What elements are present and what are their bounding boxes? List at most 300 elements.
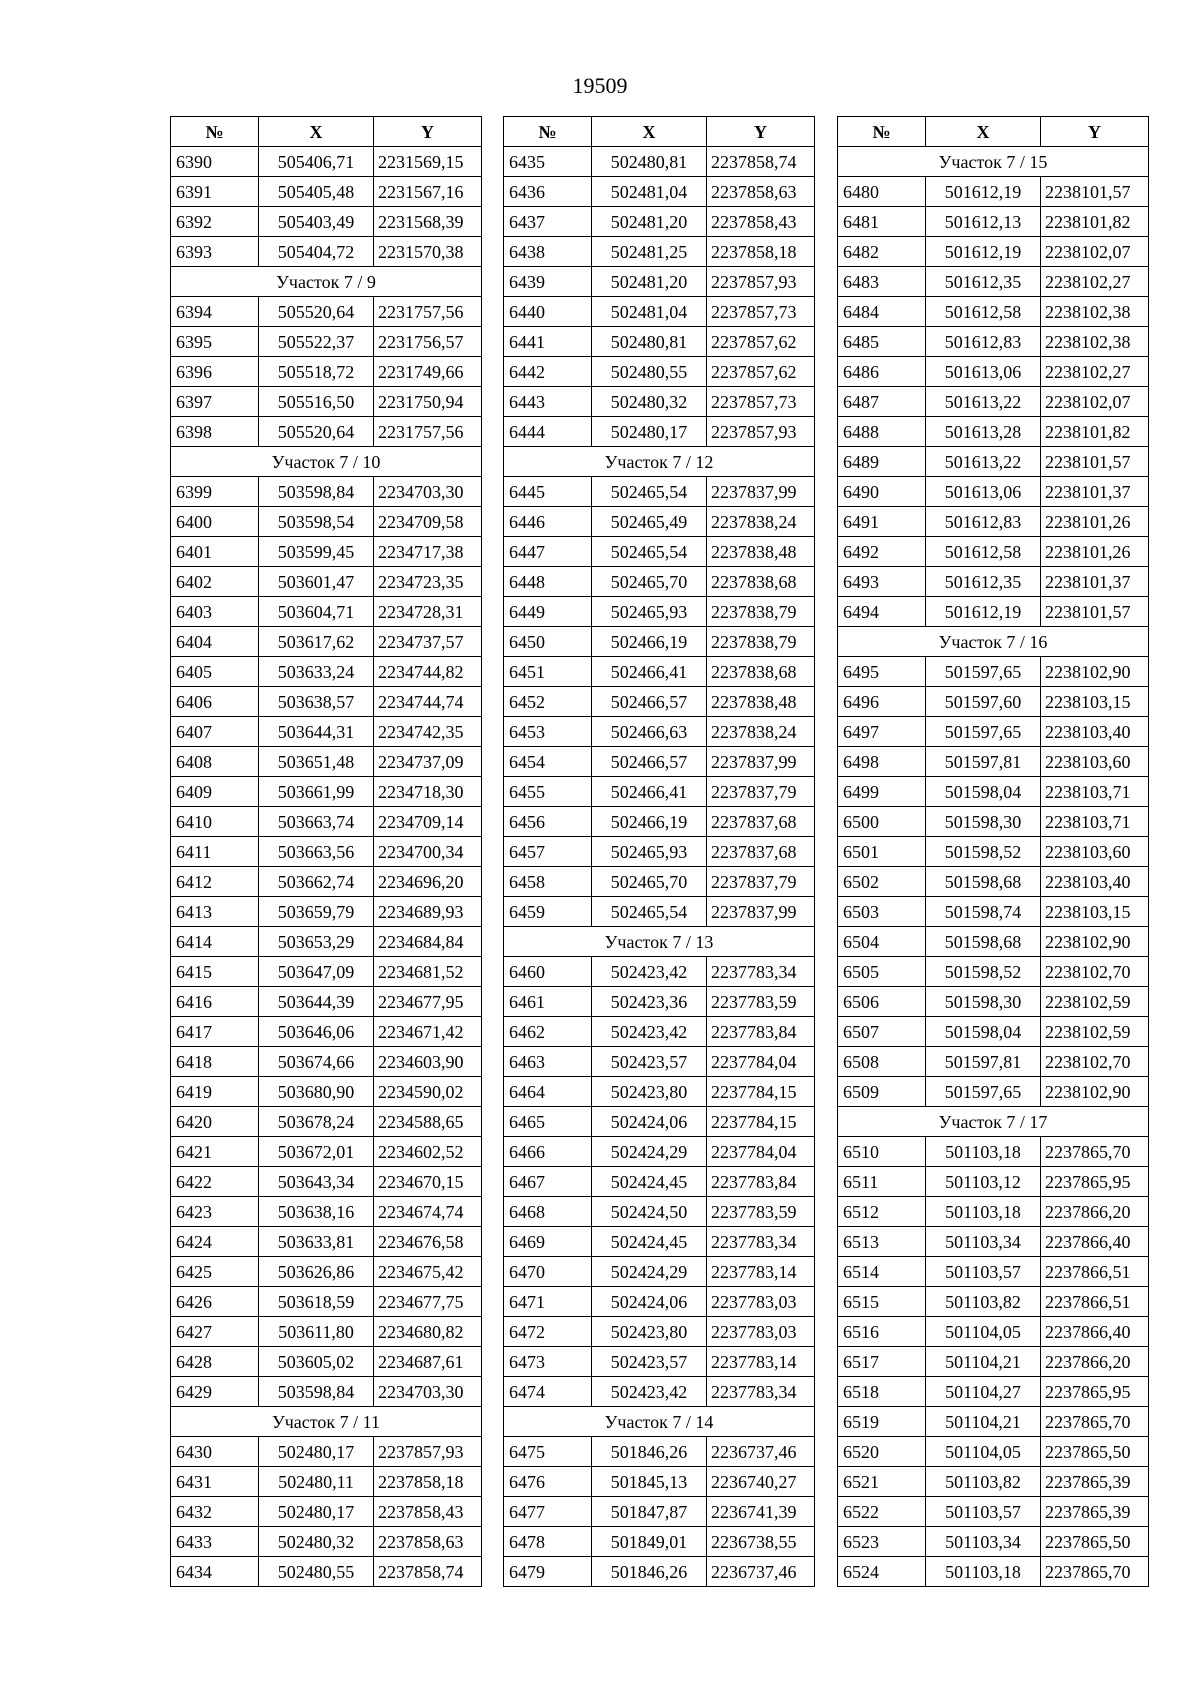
table-body xyxy=(838,147,1149,1587)
point-number: 6491 xyxy=(838,507,926,537)
point-number: 6452 xyxy=(504,687,592,717)
point-number: 6441 xyxy=(504,327,592,357)
x-coordinate: 501104,21 xyxy=(926,1407,1041,1437)
point-number: 6475 xyxy=(504,1437,592,1467)
x-coordinate: 501598,04 xyxy=(926,777,1041,807)
x-coordinate: 503598,84 xyxy=(259,1377,374,1407)
table-row xyxy=(838,237,1149,267)
point-number: 6437 xyxy=(504,207,592,237)
y-coordinate: 2237865,95 xyxy=(1041,1167,1149,1197)
table-row xyxy=(838,1137,1149,1167)
table-row xyxy=(171,777,482,807)
point-number: 6458 xyxy=(504,867,592,897)
section-row xyxy=(171,267,482,297)
table-row xyxy=(171,927,482,957)
y-coordinate: 2238102,59 xyxy=(1041,1017,1149,1047)
x-coordinate: 501613,06 xyxy=(926,477,1041,507)
point-number: 6434 xyxy=(171,1557,259,1587)
y-coordinate: 2237857,62 xyxy=(707,357,815,387)
header-number: № xyxy=(171,117,259,147)
point-number: 6424 xyxy=(171,1227,259,1257)
y-coordinate: 2234700,34 xyxy=(374,837,482,867)
point-number: 6472 xyxy=(504,1317,592,1347)
point-number: 6451 xyxy=(504,657,592,687)
y-coordinate: 2237858,18 xyxy=(374,1467,482,1497)
table-row xyxy=(171,1467,482,1497)
x-coordinate: 502465,93 xyxy=(592,837,707,867)
y-coordinate: 2237838,79 xyxy=(707,627,815,657)
point-number: 6504 xyxy=(838,927,926,957)
x-coordinate: 503599,45 xyxy=(259,537,374,567)
x-coordinate: 501104,05 xyxy=(926,1317,1041,1347)
y-coordinate: 2231568,39 xyxy=(374,207,482,237)
table-row xyxy=(171,1107,482,1137)
x-coordinate: 501598,30 xyxy=(926,807,1041,837)
point-number: 6415 xyxy=(171,957,259,987)
table-row xyxy=(838,1467,1149,1497)
x-coordinate: 505520,64 xyxy=(259,297,374,327)
table-row xyxy=(504,1137,815,1167)
y-coordinate: 2234717,38 xyxy=(374,537,482,567)
x-coordinate: 501612,35 xyxy=(926,267,1041,297)
table-row xyxy=(171,1047,482,1077)
point-number: 6427 xyxy=(171,1317,259,1347)
y-coordinate: 2236741,39 xyxy=(707,1497,815,1527)
x-coordinate: 502423,57 xyxy=(592,1347,707,1377)
x-coordinate: 501612,19 xyxy=(926,597,1041,627)
table-row xyxy=(838,747,1149,777)
table-row xyxy=(171,957,482,987)
table-row xyxy=(838,807,1149,837)
y-coordinate: 2237865,39 xyxy=(1041,1497,1149,1527)
y-coordinate: 2238101,37 xyxy=(1041,567,1149,597)
x-coordinate: 501598,74 xyxy=(926,897,1041,927)
table-row xyxy=(838,207,1149,237)
section-title: Участок 7 / 13 xyxy=(504,927,815,957)
y-coordinate: 2237857,73 xyxy=(707,387,815,417)
point-number: 6465 xyxy=(504,1107,592,1137)
table-row xyxy=(838,327,1149,357)
y-coordinate: 2238101,82 xyxy=(1041,207,1149,237)
y-coordinate: 2238101,26 xyxy=(1041,537,1149,567)
point-number: 6421 xyxy=(171,1137,259,1167)
table-row xyxy=(504,1077,815,1107)
table-row xyxy=(838,297,1149,327)
x-coordinate: 503638,16 xyxy=(259,1197,374,1227)
table-row xyxy=(838,867,1149,897)
x-coordinate: 501597,81 xyxy=(926,747,1041,777)
table-row xyxy=(171,1167,482,1197)
x-coordinate: 503638,57 xyxy=(259,687,374,717)
point-number: 6512 xyxy=(838,1197,926,1227)
table-row xyxy=(504,507,815,537)
x-coordinate: 501103,18 xyxy=(926,1197,1041,1227)
x-coordinate: 501612,83 xyxy=(926,327,1041,357)
point-number: 6516 xyxy=(838,1317,926,1347)
header-number: № xyxy=(838,117,926,147)
point-number: 6413 xyxy=(171,897,259,927)
x-coordinate: 502466,41 xyxy=(592,777,707,807)
table-row xyxy=(838,897,1149,927)
y-coordinate: 2237838,79 xyxy=(707,597,815,627)
point-number: 6416 xyxy=(171,987,259,1017)
x-coordinate: 501612,35 xyxy=(926,567,1041,597)
table-row xyxy=(504,897,815,927)
y-coordinate: 2234709,58 xyxy=(374,507,482,537)
y-coordinate: 2238102,70 xyxy=(1041,1047,1149,1077)
x-coordinate: 501103,57 xyxy=(926,1497,1041,1527)
x-coordinate: 501103,18 xyxy=(926,1137,1041,1167)
table-row xyxy=(171,987,482,1017)
table-row xyxy=(504,1227,815,1257)
table-row xyxy=(171,147,482,177)
y-coordinate: 2237783,03 xyxy=(707,1287,815,1317)
y-coordinate: 2234737,09 xyxy=(374,747,482,777)
y-coordinate: 2234718,30 xyxy=(374,777,482,807)
y-coordinate: 2237858,74 xyxy=(374,1557,482,1587)
table-row xyxy=(838,1407,1149,1437)
y-coordinate: 2237857,62 xyxy=(707,327,815,357)
point-number: 6436 xyxy=(504,177,592,207)
point-number: 6454 xyxy=(504,747,592,777)
section-title: Участок 7 / 17 xyxy=(838,1107,1149,1137)
y-coordinate: 2234687,61 xyxy=(374,1347,482,1377)
x-coordinate: 502465,70 xyxy=(592,567,707,597)
y-coordinate: 2238103,71 xyxy=(1041,807,1149,837)
point-number: 6447 xyxy=(504,537,592,567)
y-coordinate: 2237783,34 xyxy=(707,957,815,987)
x-coordinate: 503680,90 xyxy=(259,1077,374,1107)
y-coordinate: 2234728,31 xyxy=(374,597,482,627)
y-coordinate: 2237783,84 xyxy=(707,1017,815,1047)
table-row xyxy=(838,387,1149,417)
y-coordinate: 2238103,15 xyxy=(1041,897,1149,927)
point-number: 6502 xyxy=(838,867,926,897)
point-number: 6425 xyxy=(171,1257,259,1287)
point-number: 6443 xyxy=(504,387,592,417)
point-number: 6467 xyxy=(504,1167,592,1197)
y-coordinate: 2236737,46 xyxy=(707,1437,815,1467)
table-row xyxy=(504,987,815,1017)
x-coordinate: 501104,21 xyxy=(926,1347,1041,1377)
table-body xyxy=(171,147,482,1587)
section-title: Участок 7 / 10 xyxy=(171,447,482,477)
x-coordinate: 503663,74 xyxy=(259,807,374,837)
point-number: 6484 xyxy=(838,297,926,327)
table-row xyxy=(504,1467,815,1497)
x-coordinate: 503633,24 xyxy=(259,657,374,687)
table-row xyxy=(504,1497,815,1527)
y-coordinate: 2237858,43 xyxy=(707,207,815,237)
point-number: 6442 xyxy=(504,357,592,387)
point-number: 6524 xyxy=(838,1557,926,1587)
point-number: 6519 xyxy=(838,1407,926,1437)
x-coordinate: 502466,19 xyxy=(592,807,707,837)
table-row xyxy=(504,1287,815,1317)
table-body xyxy=(504,147,815,1587)
y-coordinate: 2237784,15 xyxy=(707,1107,815,1137)
table-row xyxy=(171,537,482,567)
table-row xyxy=(504,387,815,417)
x-coordinate: 501597,81 xyxy=(926,1047,1041,1077)
table-row xyxy=(838,1047,1149,1077)
table-row xyxy=(838,477,1149,507)
table-row xyxy=(838,987,1149,1017)
y-coordinate: 2238102,90 xyxy=(1041,1077,1149,1107)
point-number: 6503 xyxy=(838,897,926,927)
y-coordinate: 2238102,27 xyxy=(1041,357,1149,387)
y-coordinate: 2237866,40 xyxy=(1041,1317,1149,1347)
table-row xyxy=(171,1347,482,1377)
table-row xyxy=(171,1437,482,1467)
table-row xyxy=(504,837,815,867)
x-coordinate: 502424,45 xyxy=(592,1167,707,1197)
y-coordinate: 2234703,30 xyxy=(374,1377,482,1407)
table-row xyxy=(838,567,1149,597)
x-coordinate: 501613,28 xyxy=(926,417,1041,447)
table-row xyxy=(171,477,482,507)
x-coordinate: 503662,74 xyxy=(259,867,374,897)
table-row xyxy=(504,1377,815,1407)
table-row xyxy=(504,207,815,237)
y-coordinate: 2231750,94 xyxy=(374,387,482,417)
x-coordinate: 503643,34 xyxy=(259,1167,374,1197)
y-coordinate: 2234689,93 xyxy=(374,897,482,927)
point-number: 6505 xyxy=(838,957,926,987)
point-number: 6497 xyxy=(838,717,926,747)
table-row xyxy=(504,1017,815,1047)
point-number: 6395 xyxy=(171,327,259,357)
y-coordinate: 2237837,79 xyxy=(707,867,815,897)
x-coordinate: 502424,06 xyxy=(592,1107,707,1137)
x-coordinate: 502480,81 xyxy=(592,327,707,357)
point-number: 6439 xyxy=(504,267,592,297)
point-number: 6397 xyxy=(171,387,259,417)
y-coordinate: 2231567,16 xyxy=(374,177,482,207)
x-coordinate: 502481,20 xyxy=(592,207,707,237)
table-row xyxy=(504,627,815,657)
x-coordinate: 501597,65 xyxy=(926,1077,1041,1107)
y-coordinate: 2234602,52 xyxy=(374,1137,482,1167)
header-y: Y xyxy=(374,117,482,147)
point-number: 6422 xyxy=(171,1167,259,1197)
y-coordinate: 2237865,70 xyxy=(1041,1137,1149,1167)
section-title: Участок 7 / 9 xyxy=(171,267,482,297)
y-coordinate: 2237784,15 xyxy=(707,1077,815,1107)
point-number: 6478 xyxy=(504,1527,592,1557)
y-coordinate: 2238103,40 xyxy=(1041,867,1149,897)
x-coordinate: 502423,42 xyxy=(592,957,707,987)
point-number: 6522 xyxy=(838,1497,926,1527)
y-coordinate: 2238103,60 xyxy=(1041,837,1149,867)
x-coordinate: 502480,32 xyxy=(259,1527,374,1557)
header-x: X xyxy=(592,117,707,147)
y-coordinate: 2234674,74 xyxy=(374,1197,482,1227)
y-coordinate: 2238102,90 xyxy=(1041,657,1149,687)
table-row xyxy=(838,1317,1149,1347)
section-row xyxy=(171,447,482,477)
point-number: 6507 xyxy=(838,1017,926,1047)
point-number: 6490 xyxy=(838,477,926,507)
y-coordinate: 2238103,71 xyxy=(1041,777,1149,807)
x-coordinate: 501613,22 xyxy=(926,387,1041,417)
section-row xyxy=(504,1407,815,1437)
header-y: Y xyxy=(1041,117,1149,147)
point-number: 6404 xyxy=(171,627,259,657)
table-row xyxy=(171,1137,482,1167)
point-number: 6470 xyxy=(504,1257,592,1287)
y-coordinate: 2237858,63 xyxy=(374,1527,482,1557)
x-coordinate: 502480,11 xyxy=(259,1467,374,1497)
table-row xyxy=(838,717,1149,747)
x-coordinate: 502423,36 xyxy=(592,987,707,1017)
table-row xyxy=(838,1227,1149,1257)
y-coordinate: 2234696,20 xyxy=(374,867,482,897)
x-coordinate: 503598,54 xyxy=(259,507,374,537)
point-number: 6391 xyxy=(171,177,259,207)
point-number: 6411 xyxy=(171,837,259,867)
point-number: 6474 xyxy=(504,1377,592,1407)
table-row xyxy=(171,687,482,717)
y-coordinate: 2237784,04 xyxy=(707,1047,815,1077)
point-number: 6501 xyxy=(838,837,926,867)
table-row xyxy=(504,687,815,717)
point-number: 6486 xyxy=(838,357,926,387)
table-row xyxy=(504,1527,815,1557)
table-row xyxy=(838,837,1149,867)
x-coordinate: 501103,12 xyxy=(926,1167,1041,1197)
y-coordinate: 2237838,24 xyxy=(707,717,815,747)
section-row xyxy=(838,1107,1149,1137)
x-coordinate: 502424,29 xyxy=(592,1257,707,1287)
y-coordinate: 2238101,26 xyxy=(1041,507,1149,537)
table-row xyxy=(838,267,1149,297)
y-coordinate: 2237865,50 xyxy=(1041,1437,1149,1467)
table-row xyxy=(504,237,815,267)
table-row xyxy=(504,177,815,207)
y-coordinate: 2237857,93 xyxy=(707,267,815,297)
x-coordinate: 501598,04 xyxy=(926,1017,1041,1047)
x-coordinate: 505520,64 xyxy=(259,417,374,447)
point-number: 6394 xyxy=(171,297,259,327)
table-row xyxy=(838,1437,1149,1467)
x-coordinate: 502480,81 xyxy=(592,147,707,177)
y-coordinate: 2234590,02 xyxy=(374,1077,482,1107)
section-row xyxy=(838,627,1149,657)
section-title: Участок 7 / 15 xyxy=(838,147,1149,177)
point-number: 6418 xyxy=(171,1047,259,1077)
y-coordinate: 2237837,99 xyxy=(707,747,815,777)
point-number: 6453 xyxy=(504,717,592,747)
point-number: 6431 xyxy=(171,1467,259,1497)
point-number: 6428 xyxy=(171,1347,259,1377)
point-number: 6498 xyxy=(838,747,926,777)
table-row xyxy=(504,297,815,327)
x-coordinate: 503644,31 xyxy=(259,717,374,747)
x-coordinate: 503674,66 xyxy=(259,1047,374,1077)
y-coordinate: 2238103,60 xyxy=(1041,747,1149,777)
x-coordinate: 503663,56 xyxy=(259,837,374,867)
table-row xyxy=(171,1077,482,1107)
table-row xyxy=(838,597,1149,627)
point-number: 6435 xyxy=(504,147,592,177)
table-row xyxy=(504,327,815,357)
header-x: X xyxy=(259,117,374,147)
x-coordinate: 502480,17 xyxy=(592,417,707,447)
table-row xyxy=(504,1317,815,1347)
y-coordinate: 2237838,24 xyxy=(707,507,815,537)
y-coordinate: 2237838,68 xyxy=(707,567,815,597)
y-coordinate: 2238102,38 xyxy=(1041,327,1149,357)
x-coordinate: 505405,48 xyxy=(259,177,374,207)
x-coordinate: 503601,47 xyxy=(259,567,374,597)
x-coordinate: 502424,06 xyxy=(592,1287,707,1317)
table-row xyxy=(838,357,1149,387)
y-coordinate: 2237866,40 xyxy=(1041,1227,1149,1257)
x-coordinate: 503653,29 xyxy=(259,927,374,957)
y-coordinate: 2237838,48 xyxy=(707,687,815,717)
table-row xyxy=(171,1287,482,1317)
point-number: 6403 xyxy=(171,597,259,627)
table-row xyxy=(504,1257,815,1287)
y-coordinate: 2237858,43 xyxy=(374,1497,482,1527)
y-coordinate: 2237858,63 xyxy=(707,177,815,207)
table-row xyxy=(838,1557,1149,1587)
x-coordinate: 502480,17 xyxy=(259,1437,374,1467)
x-coordinate: 501847,87 xyxy=(592,1497,707,1527)
y-coordinate: 2234588,65 xyxy=(374,1107,482,1137)
x-coordinate: 503651,48 xyxy=(259,747,374,777)
point-number: 6450 xyxy=(504,627,592,657)
x-coordinate: 502481,25 xyxy=(592,237,707,267)
x-coordinate: 502480,55 xyxy=(592,357,707,387)
table-row xyxy=(171,327,482,357)
x-coordinate: 501598,52 xyxy=(926,957,1041,987)
x-coordinate: 503611,80 xyxy=(259,1317,374,1347)
point-number: 6510 xyxy=(838,1137,926,1167)
table-row xyxy=(171,357,482,387)
table-row xyxy=(838,1497,1149,1527)
table-row xyxy=(171,567,482,597)
point-number: 6493 xyxy=(838,567,926,597)
y-coordinate: 2231757,56 xyxy=(374,417,482,447)
point-number: 6444 xyxy=(504,417,592,447)
table-row xyxy=(504,417,815,447)
x-coordinate: 501597,60 xyxy=(926,687,1041,717)
point-number: 6400 xyxy=(171,507,259,537)
table-row xyxy=(171,1557,482,1587)
x-coordinate: 501613,22 xyxy=(926,447,1041,477)
y-coordinate: 2237837,99 xyxy=(707,897,815,927)
point-number: 6496 xyxy=(838,687,926,717)
point-number: 6480 xyxy=(838,177,926,207)
x-coordinate: 502465,54 xyxy=(592,477,707,507)
table-row xyxy=(171,717,482,747)
table-row xyxy=(838,447,1149,477)
x-coordinate: 503659,79 xyxy=(259,897,374,927)
x-coordinate: 502424,45 xyxy=(592,1227,707,1257)
x-coordinate: 503646,06 xyxy=(259,1017,374,1047)
y-coordinate: 2238102,90 xyxy=(1041,927,1149,957)
table-row xyxy=(838,957,1149,987)
y-coordinate: 2238101,57 xyxy=(1041,597,1149,627)
point-number: 6408 xyxy=(171,747,259,777)
table-row xyxy=(838,1167,1149,1197)
x-coordinate: 502465,49 xyxy=(592,507,707,537)
x-coordinate: 502423,42 xyxy=(592,1017,707,1047)
point-number: 6473 xyxy=(504,1347,592,1377)
x-coordinate: 501597,65 xyxy=(926,717,1041,747)
